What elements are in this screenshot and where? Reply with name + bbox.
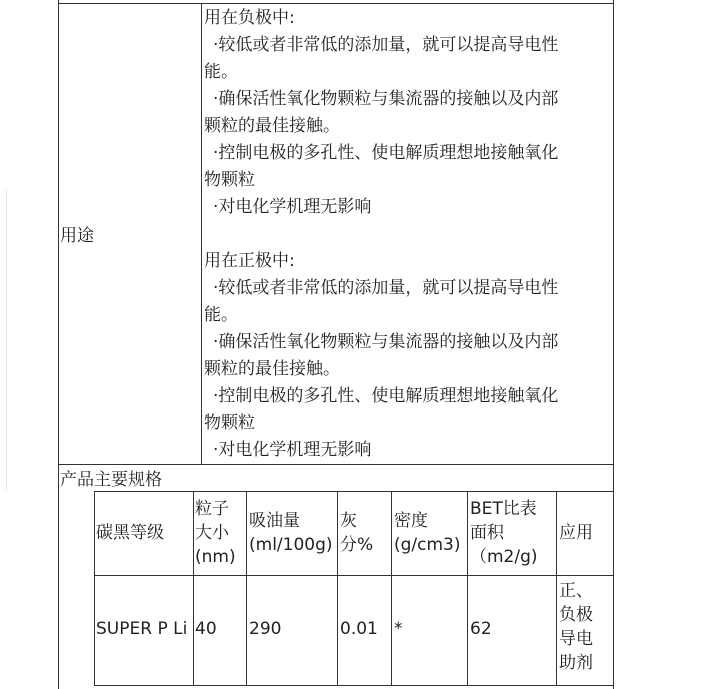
spec-table-col-line xyxy=(94,491,95,686)
spec-table-col-line xyxy=(246,491,247,686)
negative-line: 物颗粒 xyxy=(204,170,255,190)
spec-table-bottom-border xyxy=(94,685,613,686)
spec-cell-density: * xyxy=(394,619,403,639)
outer-right-border xyxy=(613,0,614,689)
negative-heading: 用在负极中: xyxy=(204,8,295,28)
negative-line: 颗粒的最佳接触。 xyxy=(204,116,340,136)
spec-header-bet-area: BET比表 面积 （m2/g) xyxy=(470,499,538,567)
spec-cell-grade: SUPER P Li xyxy=(96,619,188,639)
spec-header-density: 密度 (g/cm3) xyxy=(394,511,461,555)
spec-header-application: 应用 xyxy=(559,523,593,543)
positive-line: ·确保活性氧化物颗粒与集流器的接触以及内部 xyxy=(213,332,559,352)
spec-cell-oil-absorption: 290 xyxy=(249,619,282,639)
negative-line: ·确保活性氧化物颗粒与集流器的接触以及内部 xyxy=(213,89,559,109)
positive-line: 物颗粒 xyxy=(204,413,255,433)
spec-table-col-line xyxy=(391,491,392,686)
positive-heading: 用在正极中: xyxy=(204,251,295,271)
spec-table-col-line xyxy=(193,491,194,686)
spec-header-ash: 灰 分% xyxy=(340,511,374,555)
spec-header-oil-absorption: 吸油量 (ml/100g) xyxy=(249,511,333,555)
spec-cell-ash: 0.01 xyxy=(340,619,378,639)
spec-table-top-border xyxy=(94,491,613,492)
outer-top-border xyxy=(58,3,614,4)
spec-header-particle-size: 粒子 大小 (nm) xyxy=(195,499,236,567)
positive-line: ·控制电极的多孔性、使电解质理想地接触氧化 xyxy=(213,386,559,406)
positive-line: 颗粒的最佳接触。 xyxy=(204,359,340,379)
spec-table-col-line xyxy=(467,491,468,686)
page-edge-mark xyxy=(6,190,7,490)
negative-line: ·较低或者非常低的添加量，就可以提高导电性 xyxy=(213,35,559,55)
outer-left-border xyxy=(58,0,59,689)
negative-line: ·对电化学机理无影响 xyxy=(213,197,372,217)
spec-header-grade: 碳黑等级 xyxy=(96,523,164,543)
spec-table-col-line xyxy=(556,491,557,686)
specs-title: 产品主要规格 xyxy=(60,470,162,490)
spec-cell-particle-size: 40 xyxy=(195,619,217,639)
usage-row-label: 用途 xyxy=(60,226,94,246)
positive-line: 能。 xyxy=(204,305,238,325)
spec-table-col-line xyxy=(337,491,338,686)
spec-cell-bet-area: 62 xyxy=(470,619,492,639)
negative-line: 能。 xyxy=(204,62,238,82)
positive-line: ·较低或者非常低的添加量，就可以提高导电性 xyxy=(213,278,559,298)
usage-column-divider xyxy=(201,3,202,465)
usage-row-bottom-border xyxy=(58,464,614,465)
negative-line: ·控制电极的多孔性、使电解质理想地接触氧化 xyxy=(213,143,559,163)
positive-line: ·对电化学机理无影响 xyxy=(213,440,372,460)
spec-cell-application: 正、 负极 导电 助剂 xyxy=(559,581,593,673)
spec-table-header-divider xyxy=(94,575,613,576)
